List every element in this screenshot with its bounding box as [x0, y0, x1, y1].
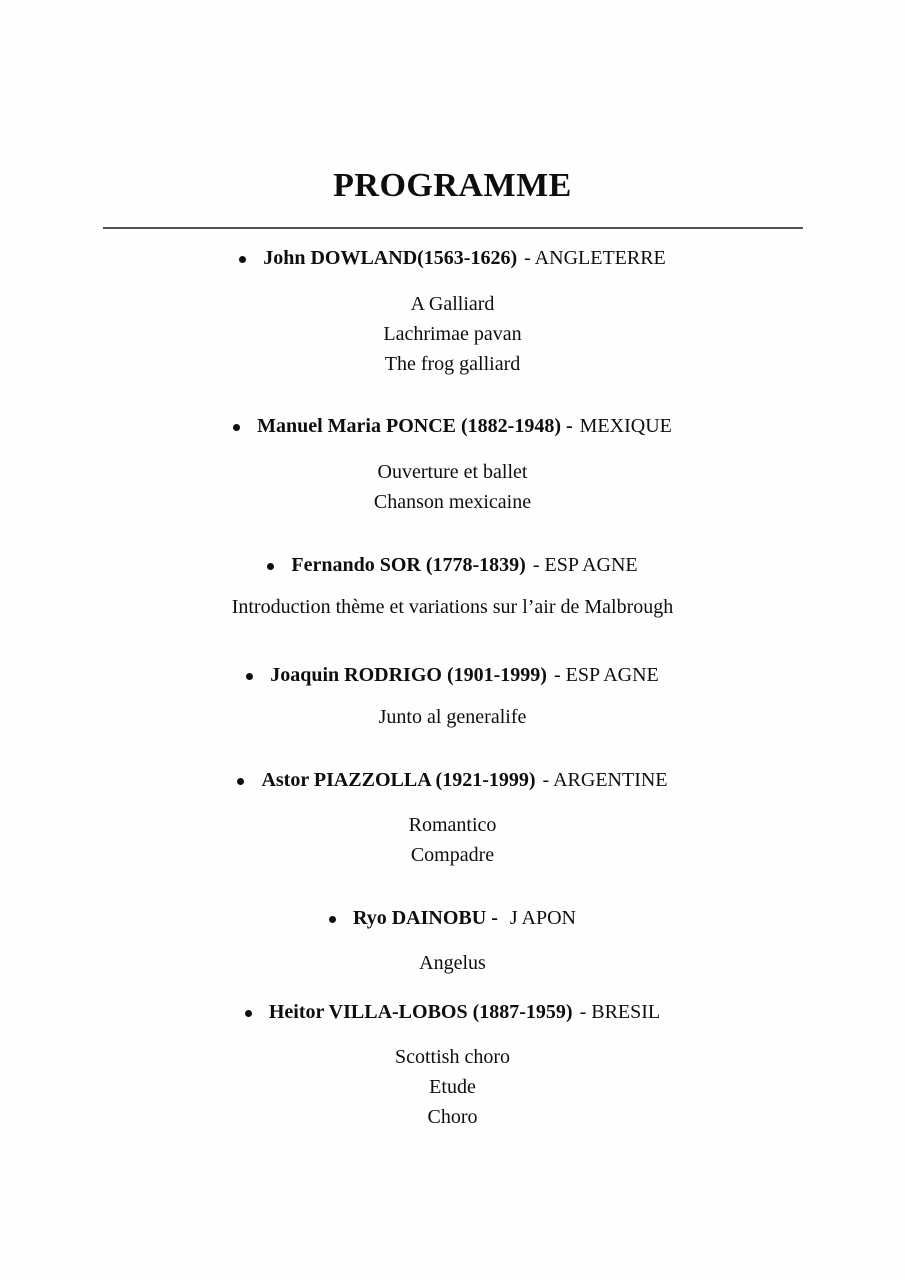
- composer-line: [269, 997, 660, 1027]
- bullet-icon: [329, 916, 336, 923]
- piece-title: Introduction thème et variations sur l’air de Malbrough: [231, 596, 674, 618]
- piece-title: Lachrimae pavan: [383, 323, 522, 345]
- composer-line: [261, 765, 667, 795]
- composer-country: - ESP AGNE: [553, 664, 659, 686]
- composer-name: John DOWLAND(1563-1626): [263, 247, 518, 269]
- piece-list: [0, 810, 905, 870]
- section-villa-lobos: [0, 997, 905, 1132]
- piece-title: Ouverture et ballet: [377, 461, 528, 483]
- composer-country: J APON: [504, 907, 576, 929]
- piece-title: Scottish choro: [395, 1046, 510, 1068]
- piece-list: [0, 592, 905, 622]
- composer-name: Astor PIAZZOLLA (1921-1999): [261, 769, 536, 791]
- section-dowland: [0, 243, 905, 379]
- piece-title: Choro: [427, 1106, 478, 1128]
- piece-title: Chanson mexicaine: [373, 491, 532, 513]
- piece-title: A Galliard: [410, 293, 495, 315]
- composer-line: [263, 243, 666, 273]
- composer-line: [257, 411, 672, 441]
- composer-heading: [0, 243, 905, 273]
- composer-country: MEXIQUE: [579, 415, 672, 437]
- piece-title: The frog galliard: [384, 353, 521, 375]
- piece-title: Junto al generalife: [378, 706, 527, 728]
- piece-list: [0, 1042, 905, 1132]
- page-title: PROGRAMME: [333, 167, 572, 204]
- composer-line: [353, 903, 576, 933]
- piece-title: Compadre: [410, 844, 495, 866]
- piece-list: [0, 457, 905, 517]
- section-sor: [0, 550, 905, 622]
- composer-heading: [0, 411, 905, 441]
- composer-country: - BRESIL: [579, 1001, 661, 1023]
- composer-name: Fernando SOR (1778-1839): [291, 554, 526, 576]
- composer-heading: [0, 765, 905, 795]
- composer-line: [291, 550, 637, 580]
- section-ponce: [0, 411, 905, 517]
- piece-title: Etude: [429, 1076, 476, 1098]
- bullet-icon: [233, 424, 240, 431]
- section-rodrigo: [0, 660, 905, 732]
- composer-name: Ryo DAINOBU -: [353, 907, 498, 929]
- bullet-icon: [246, 673, 253, 680]
- composer-heading: [0, 903, 905, 933]
- composer-country: - ANGLETERRE: [524, 247, 666, 269]
- piece-title: Romantico: [408, 814, 497, 836]
- composer-country: - ESP AGNE: [532, 554, 638, 576]
- divider-line: [103, 227, 803, 229]
- composer-heading: [0, 997, 905, 1027]
- piece-list: [0, 702, 905, 732]
- piece-title: Angelus: [419, 952, 486, 974]
- piece-list: [0, 948, 905, 978]
- composer-name: Joaquin RODRIGO (1901-1999): [270, 664, 547, 686]
- composer-heading: [0, 660, 905, 690]
- bullet-icon: [267, 563, 274, 570]
- piece-list: [0, 289, 905, 379]
- composer-heading: [0, 550, 905, 580]
- composer-country: - ARGENTINE: [542, 769, 668, 791]
- composer-name: Manuel Maria PONCE (1882-1948) -: [257, 415, 573, 437]
- bullet-icon: [245, 1010, 252, 1017]
- composer-name: Heitor VILLA-LOBOS (1887-1959): [268, 1001, 573, 1023]
- composer-line: [270, 660, 659, 690]
- bullet-icon: [239, 256, 246, 263]
- section-piazzolla: [0, 765, 905, 870]
- section-dainobu: [0, 903, 905, 978]
- bullet-icon: [237, 778, 244, 785]
